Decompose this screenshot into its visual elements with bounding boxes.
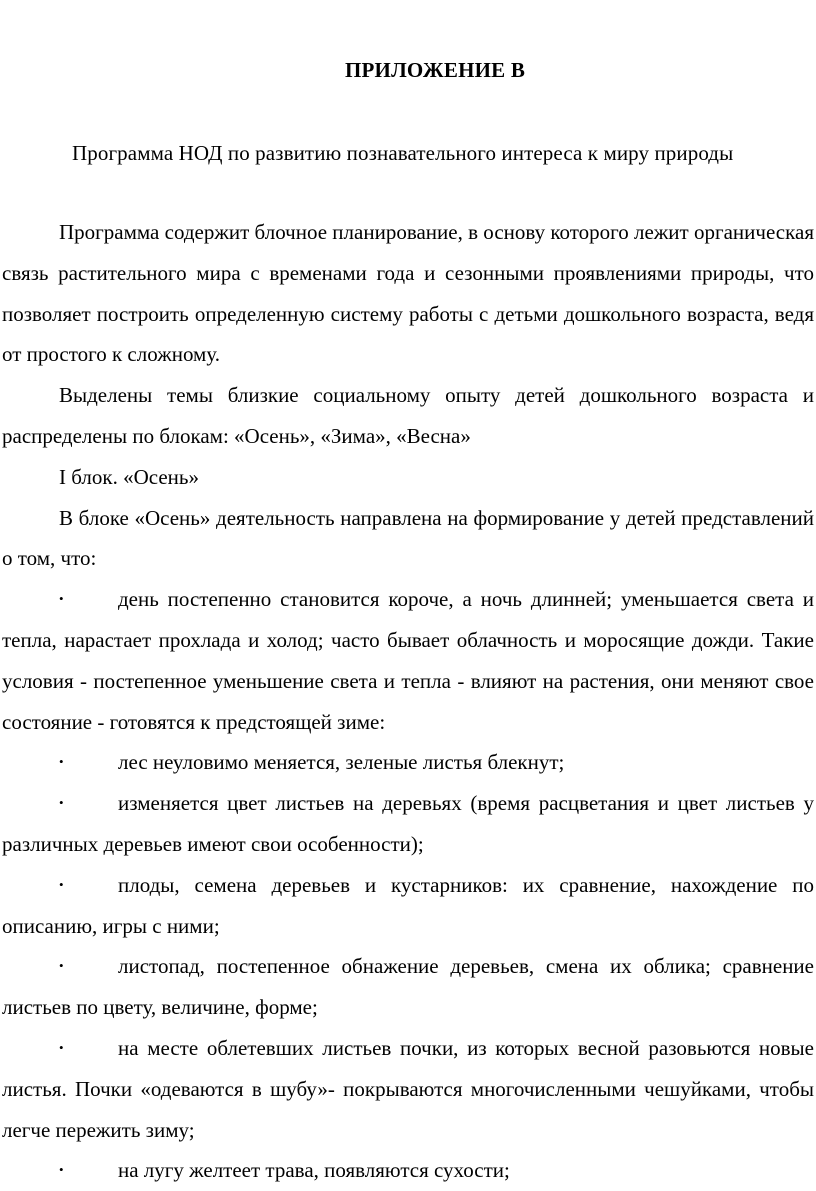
bullet-icon: • [59, 1162, 64, 1178]
paragraph-block-description: В блоке «Осень» деятельность направлена на формирование у детей представлений о том, что: [2, 505, 814, 571]
list-item [2, 946, 814, 1028]
bullet-icon: • [59, 754, 64, 770]
bullet-icon: • [59, 958, 64, 974]
list-item-text: на месте облетевших листьев почки, из которых весной разовьются новые листья. Почки «одеваются в шубу»- покрываются многочисленными чешуйками, чтобы легче пережить зиму; [2, 1035, 814, 1142]
document-body [2, 212, 814, 1191]
bullet-icon: • [59, 591, 64, 607]
page-title: ПРИЛОЖЕНИЕ В [344, 58, 526, 82]
list-item [2, 1028, 814, 1150]
list-item [2, 742, 814, 783]
paragraph-block-heading: I блок. «Осень» [59, 464, 199, 489]
bullet-icon: • [59, 876, 64, 892]
list-item [2, 865, 814, 947]
list-item-text: день постепенно становится короче, а ночь длинней; уменьшается света и тепла, нарастает прохлада и холод; часто бывает облачность и моросящие дожди. Такие условия - постепенное уменьшение света и тепла - влияют на растения, они меняют свое состояние - готовятся к предстоящей зиме: [2, 587, 814, 734]
bullet-icon: • [59, 795, 64, 811]
paragraph-intro: Программа содержит блочное планирование, в основу которого лежит органическая связь растительного мира с временами года и сезонными проявлениями природы, что позволяет построить определенную систему работы с детьми дошкольного возраста, ведя от простого к сложному. [2, 220, 814, 367]
bullet-icon: • [59, 1039, 64, 1055]
list-item-text: плоды, семена деревьев и кустарников: их сравнение, нахождение по описанию, игры с ними; [2, 872, 814, 938]
paragraph-themes: Выделены темы близкие социальному опыту детей дошкольного возраста и распределены по блокам: «Осень», «Зима», «Весна» [2, 383, 814, 448]
list-item-text: изменяется цвет листьев на деревьях (время расцветания и цвет листьев у различных деревьев имеют свои особенности); [2, 791, 814, 856]
list-item-text: листопад, постепенное обнажение деревьев, смена их облика; сравнение листьев по цвету, величине, форме; [2, 954, 814, 1020]
page-subtitle: Программа НОД по развитию познавательного интереса к миру природы [72, 141, 734, 165]
list-item [2, 579, 814, 742]
list-item-text: на лугу желтеет трава, появляются сухости; [118, 1158, 510, 1183]
list-item-text: лес неуловимо меняется, зеленые листья блекнут; [118, 750, 565, 775]
list-item [2, 1150, 814, 1191]
list-item [2, 783, 814, 865]
